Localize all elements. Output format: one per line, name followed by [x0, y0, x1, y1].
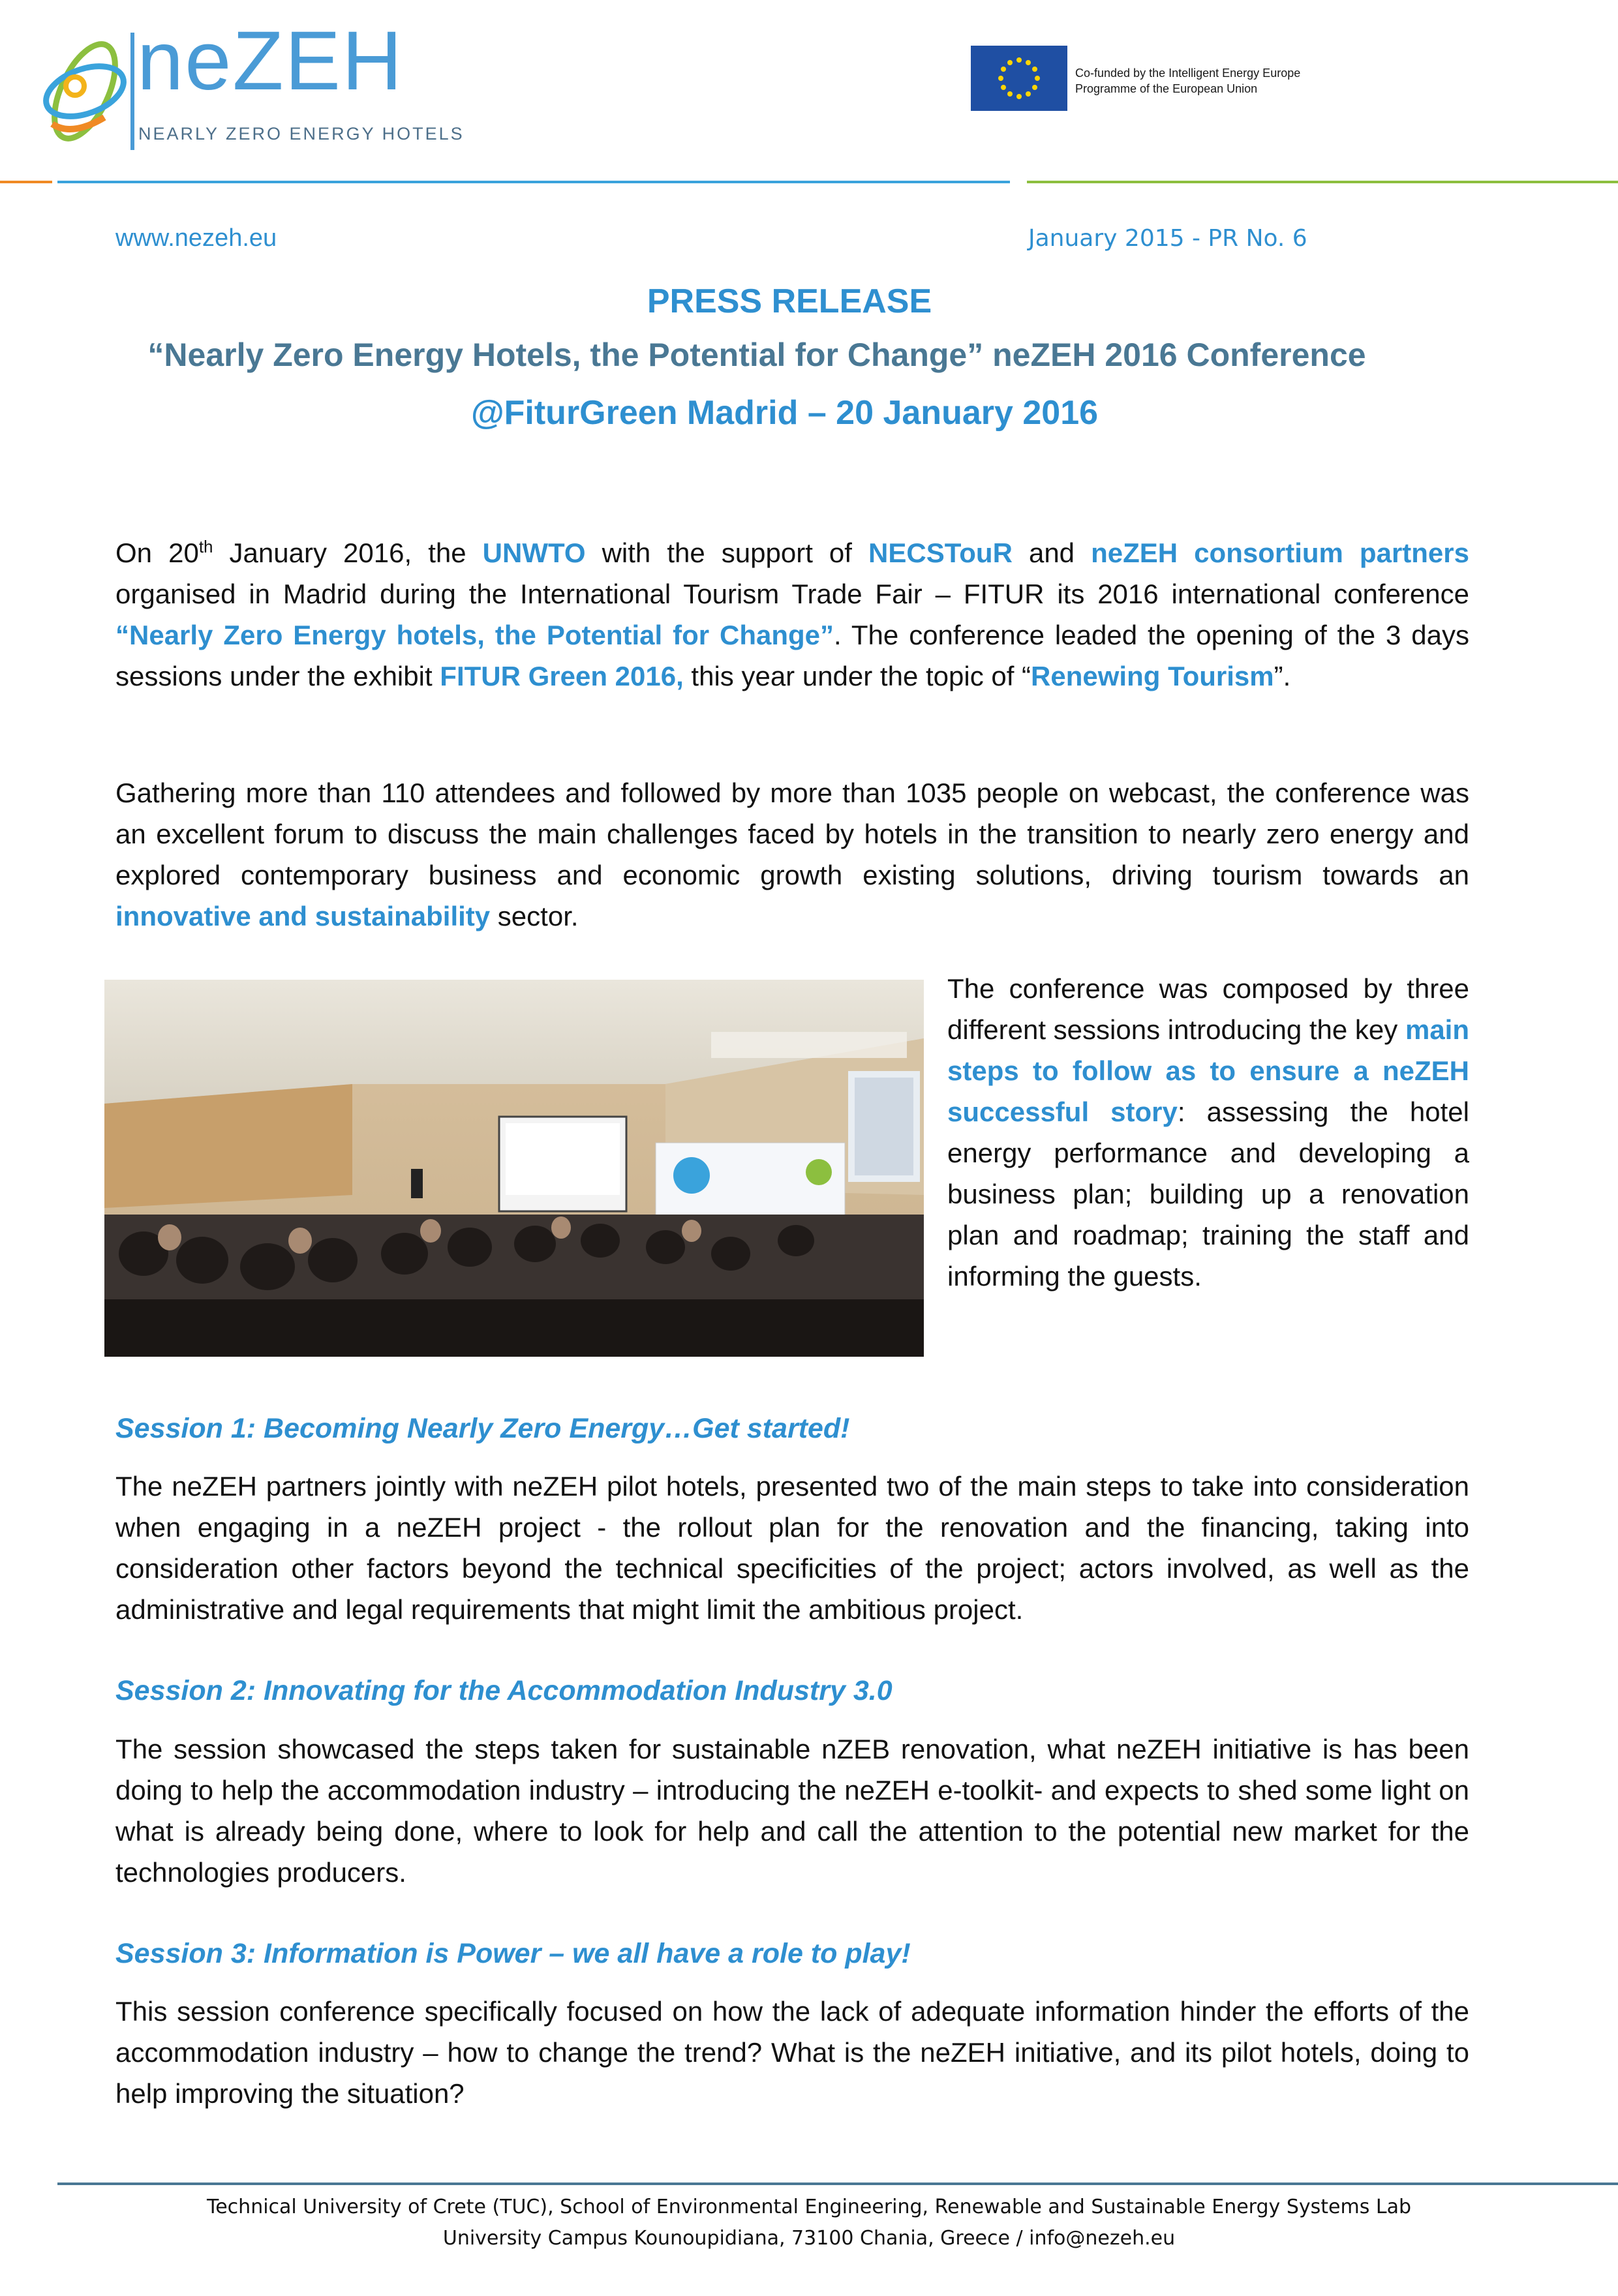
highlight-necstour: NECSTouR: [868, 537, 1013, 568]
press-release-date: January 2015 - PR No. 6: [1028, 225, 1307, 252]
header-rule-green: [1027, 181, 1618, 183]
eu-flag-icon: [971, 46, 1067, 111]
text: January 2016, the: [213, 537, 483, 568]
text: sector.: [490, 901, 579, 931]
session-3-title: Session 3: Information is Power – we all have a role to play!: [115, 1938, 911, 1969]
eu-line-1: Co-funded by the Intelligent Energy Europe: [1075, 67, 1301, 80]
headline-line-2: @FiturGreen Madrid – 20 January 2016: [470, 394, 1099, 432]
session-1-title: Session 1: Becoming Nearly Zero Energy…Get started!: [115, 1413, 850, 1444]
highlight-main-steps: main steps to follow as to ensure a neZEH successful story: [947, 1014, 1469, 1127]
text: : assessing the hotel energy performance and developing a business plan; building up a renovation plan and roadmap; training the staff and informing the guests.: [947, 1096, 1469, 1292]
highlight-unwto: UNWTO: [482, 537, 586, 568]
session-1-body: The neZEH partners jointly with neZEH pilot hotels, presented two of the main steps to take into consideration when engaging in a neZEH project - the rollout plan for the renovation and the financing, taking into consideration other factors beyond the technical specificities of the project; actors involved, as well as the administrative and legal requirements that might limit the ambitious project.: [115, 1471, 1469, 1625]
conference-photo: [104, 980, 924, 1357]
header-rule-orange: [0, 181, 52, 183]
text: organised in Madrid during the International Tourism Trade Fair – FITUR its 2016 international conference: [115, 579, 1469, 609]
ordinal-suffix: th: [198, 537, 213, 556]
text: Gathering more than 110 attendees and followed by more than 1035 people on webcast, the conference was an excellent forum to discuss the main challenges faced by hotels in the transition to nearly zero energy and explored contemporary business and economic growth existing solutions, driving tourism towards an: [115, 778, 1469, 890]
text: The conference was composed by three different sessions introducing the key: [947, 973, 1469, 1045]
highlight-partners: neZEH consortium partners: [1091, 537, 1469, 568]
logo-subtitle: NEARLY ZERO ENERGY HOTELS: [138, 124, 465, 144]
header-rule-blue: [57, 181, 1010, 183]
headline-line-1: “Nearly Zero Energy Hotels, the Potential for Change” neZEH 2016 Conference: [147, 337, 1366, 373]
paragraph-intro: [115, 526, 1469, 697]
eu-line-2: Programme of the European Union: [1075, 82, 1258, 95]
highlight-innovative: innovative and sustainability: [115, 901, 491, 931]
text: and: [1012, 537, 1091, 568]
highlight-fitur-green: FITUR Green 2016,: [440, 661, 684, 691]
footer-address-line-1: Technical University of Crete (TUC), School of Environmental Engineering, Renewable and Sustainable Energy Systems Lab: [207, 2196, 1411, 2218]
highlight-renewing-tourism: Renewing Tourism: [1031, 661, 1274, 691]
logo-text: neZEH: [137, 14, 404, 108]
text: with the support of: [585, 537, 869, 568]
text: On 20: [115, 537, 199, 568]
text: . The conference leaded the opening of the 3 days sessions under the exhibit: [115, 620, 1469, 691]
paragraph-sessions-overview: [947, 968, 1469, 1297]
footer-address-line-2: University Campus Kounoupidiana, 73100 Chania, Greece / info@nezeh.eu: [442, 2227, 1176, 2250]
press-release-title: PRESS RELEASE: [647, 282, 932, 320]
eu-cofunding-text: [1075, 65, 1388, 97]
text: this year under the topic of “: [683, 661, 1031, 691]
session-2-title: Session 2: Innovating for the Accommodation Industry 3.0: [115, 1675, 893, 1706]
session-3-body: This session conference specifically focused on how the lack of adequate information hinder the efforts of the accommodation industry – how to change the trend? What is the neZEH initiative, and its pilot hotels, doing to help improving the situation?: [115, 1996, 1469, 2109]
highlight-conference-title: “Nearly Zero Energy hotels, the Potential for Change”: [115, 620, 834, 650]
logo-divider: [130, 33, 134, 150]
paragraph-attendance: [115, 772, 1469, 937]
text: ”.: [1274, 661, 1291, 691]
website-link[interactable]: www.nezeh.eu: [115, 224, 277, 252]
footer-rule: [57, 2183, 1618, 2185]
session-2-body: The session showcased the steps taken for sustainable nZEB renovation, what neZEH initiative is has been doing to help the accommodation industry – introducing the neZEH e-toolkit- and expects to shed some light on what is already being done, where to look for help and call the attention to the potential new market for the technologies producers.: [115, 1734, 1469, 1888]
